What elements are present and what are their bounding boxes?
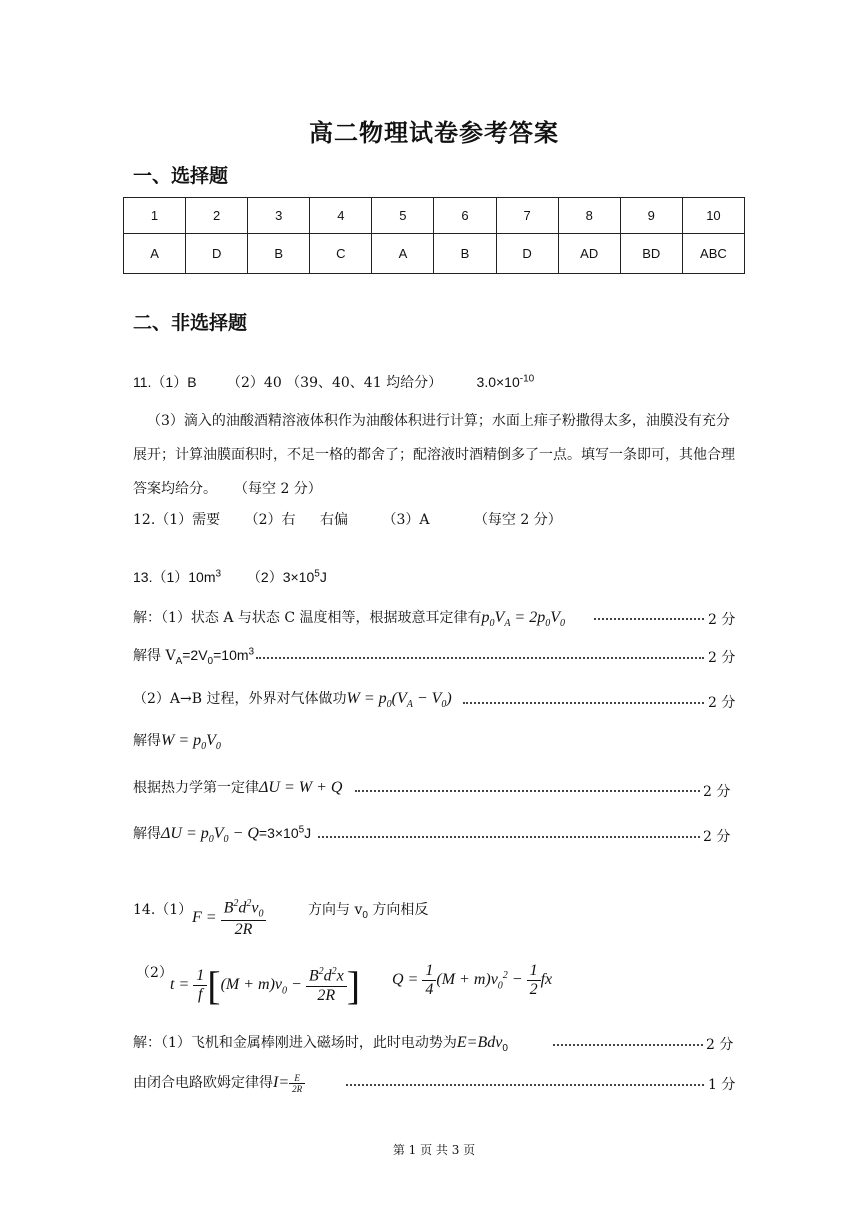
q14-part2-label: （2） xyxy=(136,965,173,981)
energy-change-equation: $\Delta U = p_0V_0 - Q$ xyxy=(161,825,259,846)
q13-solution-step6: 解得$\Delta U = p_0V_0 - Q=3\times 10^5J$ xyxy=(133,824,312,846)
points-label: 2 分 xyxy=(708,695,736,711)
answer-table-answer-row xyxy=(124,234,745,274)
q13-solution-step4: 解得$W = p_0V_0$ xyxy=(133,732,221,753)
boyle-equation: $p_0V_A = 2p_0V_0$ xyxy=(481,609,565,630)
table-cell: 10 xyxy=(682,198,744,234)
table-cell: 8 xyxy=(558,198,620,234)
table-cell: 5 xyxy=(372,198,434,234)
dotted-leader xyxy=(256,651,704,659)
points-label: 2 分 xyxy=(703,829,731,845)
q13-solution-step5: 根据热力学第一定律ΔU = W + Q xyxy=(133,779,343,796)
table-cell: B xyxy=(248,234,310,274)
table-cell: C xyxy=(310,234,372,274)
work-equation: $W = p_0(V_A - V_0)$ xyxy=(346,690,452,711)
q11-part1: 11.（1）B xyxy=(133,374,197,390)
table-cell: 1 xyxy=(124,198,186,234)
q13-solution-step2: 解得 $V_A=2V_0=10m^3$ xyxy=(133,646,255,667)
table-cell: B xyxy=(434,234,496,274)
dotted-leader xyxy=(594,612,704,620)
dotted-leader xyxy=(355,784,700,792)
points-label: 2 分 xyxy=(708,650,736,666)
table-cell: A xyxy=(124,234,186,274)
table-cell: BD xyxy=(620,234,682,274)
q11-part3-paragraph: （3）滴入的油酸酒精溶液体积作为油酸体积进行计算；水面上痱子粉撒得太多，油膜没有充分展开；计算油膜面积时，不足一格的都舍了；配溶液时酒精倒多了一点。填写一条即可，其他合理答案均给分。 （每空 2 分） xyxy=(133,413,735,497)
time-equation: t = $\frac{1}{f}$ [$(M + m)v_0$ − $\frac{B^2d^2x}{2R}$ ] xyxy=(170,963,361,1008)
table-cell: 9 xyxy=(620,198,682,234)
first-law-equation: ΔU = W + Q xyxy=(259,779,343,796)
answer-table xyxy=(123,197,745,274)
section-nonchoice-heading: 二、非选择题 xyxy=(133,312,248,334)
work-result-equation: $W = p_0V_0$ xyxy=(161,732,221,753)
points-label: 1 分 xyxy=(708,1077,736,1093)
table-cell: 7 xyxy=(496,198,558,234)
dotted-leader xyxy=(553,1038,703,1046)
q12-line: 12.（1）需要 （2）右 右偏 （3）A （每空 2 分） xyxy=(133,512,562,528)
table-cell: D xyxy=(186,234,248,274)
table-cell: A xyxy=(372,234,434,274)
table-cell: 3 xyxy=(248,198,310,234)
page-footer: 第 1 页 共 3 页 xyxy=(392,1143,476,1157)
dotted-leader xyxy=(463,696,704,704)
section-choice-heading: 一、选择题 xyxy=(133,165,229,187)
answer-table-number-row xyxy=(124,198,745,234)
table-cell: D xyxy=(496,234,558,274)
points-label: 2 分 xyxy=(708,612,736,628)
table-cell: 2 xyxy=(186,198,248,234)
table-cell: 6 xyxy=(434,198,496,234)
force-direction: 方向与 $v_0$ 方向相反 xyxy=(308,902,429,921)
force-equation: F = $\frac{B^2d^2v_0}{2R}$ xyxy=(192,898,266,939)
table-cell: 4 xyxy=(310,198,372,234)
table-cell: AD xyxy=(558,234,620,274)
heat-equation: Q = $\frac{1}{4}$ $(M + m)v_0^2$ − $\frac{1}{2}$ fx xyxy=(392,962,553,998)
q13-solution-step3: （2）A→B 过程，外界对气体做功$W = p_0(V_A - V_0)$ xyxy=(133,690,452,711)
q11-part2: （2）40 （39、40、41 均给分） xyxy=(227,375,443,391)
q13-solution-step1: 解：（1）状态 A 与状态 C 温度相等，根据玻意耳定律有$p_0V_A = 2p_0V_0$ xyxy=(133,609,565,630)
page-title: 高二物理试卷参考答案 xyxy=(309,118,559,147)
q14-solution-step2: 由闭合电路欧姆定律得I= $\frac{E}{2R}$ xyxy=(133,1072,305,1094)
table-cell: ABC xyxy=(682,234,744,274)
points-label: 2 分 xyxy=(703,784,731,800)
dotted-leader xyxy=(346,1078,704,1086)
q14-solution-step1: 解：（1）飞机和金属棒刚进入磁场时，此时电动势为E=Bdv$_0$ xyxy=(133,1034,508,1054)
dotted-leader xyxy=(318,830,700,838)
q14-part1-label: 14.（1） xyxy=(133,902,193,918)
q11-line1 xyxy=(133,372,534,392)
q13-answer-line: $13.(1)10m^3$ $(2)3\times 10^5J$ xyxy=(133,568,327,585)
q11-part2-result: $3.0\times 10^{-10}$ xyxy=(476,373,535,390)
points-label: 2 分 xyxy=(706,1037,734,1053)
